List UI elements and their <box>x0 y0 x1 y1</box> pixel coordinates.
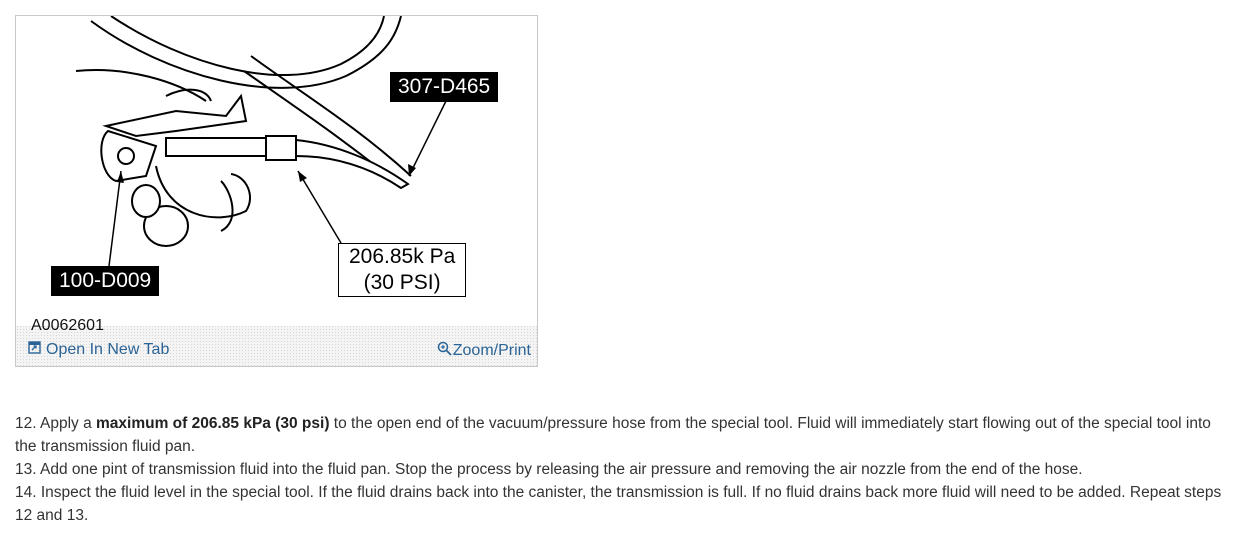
step-14: 14. Inspect the fluid level in the special tool. If the fluid drains back into the canister, the transmission is full. If no fluid drains back more fluid will need to be added. Repeat steps 12 and 13. <box>15 484 1222 524</box>
pressure-label-line2: (30 PSI) <box>363 271 441 294</box>
figure-id: A0062601 <box>31 317 104 334</box>
step-12-bold: maximum of 206.85 kPa (30 psi) <box>96 415 330 432</box>
open-in-new-tab-link[interactable] <box>28 341 169 359</box>
figure-links <box>28 341 531 363</box>
magnifier-zoom-icon <box>437 341 452 361</box>
open-external-icon <box>28 341 41 359</box>
step-13: 13. Add one pint of transmission fluid into the fluid pan. Stop the process by releasing the air pressure and removing the air nozzle from the end of the hose. <box>15 461 1083 478</box>
step-12-suffix: to the open end of the vacuum/pressure hose from the special tool. Fluid will immediately start flowing out of the special tool into the transmission fluid pan. <box>15 415 1211 455</box>
pressure-label <box>338 243 466 297</box>
pressure-label-line1: 206.85k Pa <box>349 245 456 268</box>
open-in-new-tab-label: Open In New Tab <box>46 341 170 358</box>
illustration-figure <box>15 15 538 367</box>
step-12-prefix: 12. Apply a <box>15 415 97 432</box>
tool-label-307-d465: 307-D465 <box>390 72 498 102</box>
instruction-steps <box>15 412 1225 527</box>
zoom-print-link[interactable] <box>437 341 531 361</box>
zoom-print-label: Zoom/Print <box>452 342 531 359</box>
tool-label-100-d009: 100-D009 <box>51 266 159 296</box>
step-12 <box>15 412 1225 458</box>
